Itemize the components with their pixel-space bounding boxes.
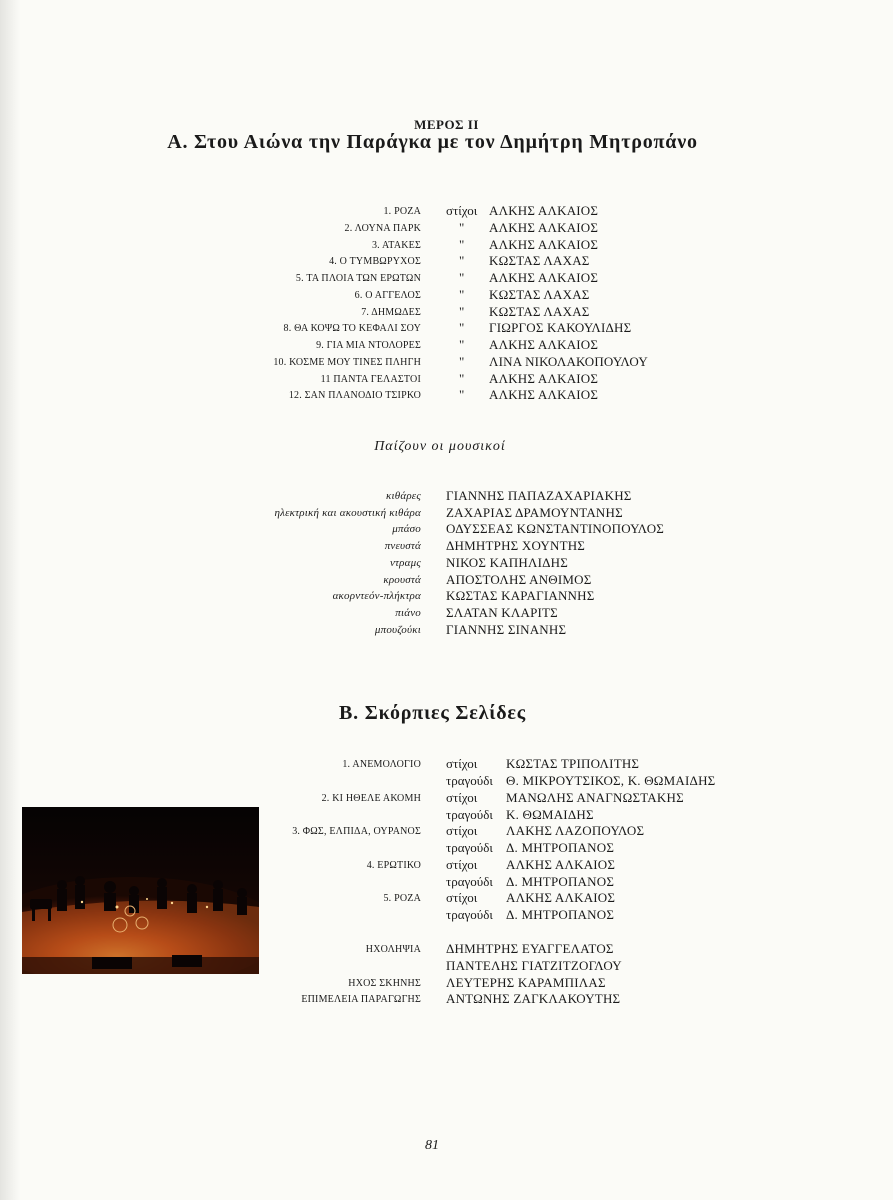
section-a-title: Α. Στου Αιώνα την Παράγκα με τον Δημήτρη Μητροπάνο bbox=[167, 131, 698, 153]
ditto-mark: " bbox=[459, 287, 465, 302]
instrument-label: μπουζούκι bbox=[374, 624, 421, 636]
credit-row bbox=[0, 975, 893, 992]
vocal-label: τραγούδι bbox=[446, 773, 493, 788]
song-row bbox=[0, 287, 893, 304]
song-title: 4. Ο ΤΥΜΒΩΡΥΧΟΣ bbox=[329, 256, 421, 267]
song-title: 1. ΑΝΕΜΟΛΟΓΙΟ bbox=[342, 759, 421, 770]
musician-row bbox=[0, 588, 893, 605]
singer: Δ. ΜΗΤΡΟΠΑΝΟΣ bbox=[506, 907, 615, 922]
ditto-mark: " bbox=[459, 371, 465, 386]
song-title: 10. ΚΟΣΜΕ ΜΟΥ ΤΙΝΕΣ ΠΛΗΓΗ bbox=[273, 357, 421, 368]
ditto-mark: " bbox=[459, 220, 465, 235]
credit-role: ΗΧΟΛΗΨΙΑ bbox=[365, 944, 421, 955]
lyricist: ΑΛΚΗΣ ΑΛΚΑΙΟΣ bbox=[489, 337, 599, 352]
credit-role: ΗΧΟΣ ΣΚΗΝΗΣ bbox=[348, 978, 421, 989]
song-title: 11 ΠΑΝΤΑ ΓΕΛΑΣΤΟΙ bbox=[320, 374, 421, 385]
song-row bbox=[0, 371, 893, 388]
instrument-label: πιάνο bbox=[395, 607, 421, 619]
vocal-label: τραγούδι bbox=[446, 840, 493, 855]
song-title: 5. ΡΟΖΑ bbox=[383, 893, 421, 904]
lyricist: ΚΩΣΤΑΣ ΛΑΧΑΣ bbox=[489, 287, 590, 302]
lyricist: ΑΛΚΗΣ ΑΛΚΑΙΟΣ bbox=[489, 387, 599, 402]
lyricist: ΑΛΚΗΣ ΑΛΚΑΙΟΣ bbox=[489, 203, 599, 218]
musician-name: ΟΔΥΣΣΕΑΣ ΚΩΝΣΤΑΝΤΙΝΟΠΟΥΛΟΣ bbox=[446, 521, 665, 536]
singer: Δ. ΜΗΤΡΟΠΑΝΟΣ bbox=[506, 874, 615, 889]
song-row bbox=[0, 337, 893, 354]
musician-row bbox=[0, 555, 893, 572]
credit-name: ΔΗΜΗΤΡΗΣ ΕΥΑΓΓΕΛΑΤΟΣ bbox=[446, 941, 614, 956]
musician-row bbox=[0, 538, 893, 555]
instrument-label: ντραμς bbox=[389, 557, 421, 569]
credit-name: ΠΑΝΤΕΛΗΣ ΓΙΑΤΖΙΤΖΟΓΛΟΥ bbox=[446, 958, 622, 973]
song-title: 2. ΚΙ ΗΘΕΛΕ ΑΚΟΜΗ bbox=[321, 793, 421, 804]
lyricist: ΛΑΚΗΣ ΛΑΖΟΠΟΥΛΟΣ bbox=[506, 823, 645, 838]
lyrics-label: στίχοι bbox=[446, 790, 478, 805]
musician-row bbox=[0, 521, 893, 538]
song-title: 8. ΘΑ ΚΟΨΩ ΤΟ ΚΕΦΑΛΙ ΣΟΥ bbox=[283, 323, 421, 334]
concert-stage-illustration bbox=[22, 807, 259, 974]
ditto-mark: " bbox=[459, 304, 465, 319]
musicians-heading: Παίζουν οι μουσικοί bbox=[374, 439, 506, 454]
musician-row bbox=[0, 605, 893, 622]
musician-row bbox=[0, 622, 893, 639]
musician-name: ΝΙΚΟΣ ΚΑΠΗΛΙΔΗΣ bbox=[446, 555, 569, 570]
ditto-mark: " bbox=[459, 253, 465, 268]
lyricist: ΑΛΚΗΣ ΑΛΚΑΙΟΣ bbox=[506, 890, 616, 905]
credit-row bbox=[0, 991, 893, 1008]
lyricist: ΓΙΩΡΓΟΣ ΚΑΚΟΥΛΙΔΗΣ bbox=[489, 320, 632, 335]
ditto-mark: " bbox=[459, 237, 465, 252]
lyricist: ΛΙΝΑ ΝΙΚΟΛΑΚΟΠΟΥΛΟΥ bbox=[489, 354, 648, 369]
lyricist: ΑΛΚΗΣ ΑΛΚΑΙΟΣ bbox=[489, 371, 599, 386]
ditto-mark: " bbox=[459, 387, 465, 402]
song-row bbox=[0, 387, 893, 404]
concert-photo bbox=[22, 807, 259, 974]
lyrics-label: στίχοι bbox=[446, 823, 478, 838]
section-b-title: Β. Σκόρπιες Σελίδες bbox=[339, 702, 526, 724]
lyricist: ΚΩΣΤΑΣ ΛΑΧΑΣ bbox=[489, 304, 590, 319]
song-row bbox=[0, 220, 893, 237]
song-title: 3. ΦΩΣ, ΕΛΠΙΔΑ, ΟΥΡΑΝΟΣ bbox=[292, 826, 421, 837]
lyrics-label: στίχοι bbox=[446, 203, 478, 218]
credit-role: ΕΠΙΜΕΛΕΙΑ ΠΑΡΑΓΩΓΗΣ bbox=[301, 994, 421, 1005]
musician-name: ΓΙΑΝΝΗΣ ΣΙΝΑΝΗΣ bbox=[446, 622, 567, 637]
singer: Δ. ΜΗΤΡΟΠΑΝΟΣ bbox=[506, 840, 615, 855]
song-row bbox=[0, 270, 893, 287]
credit-name: ΑΝΤΩΝΗΣ ΖΑΓΚΛΑΚΟΥΤΗΣ bbox=[446, 991, 621, 1006]
instrument-label: κρουστά bbox=[383, 574, 421, 586]
singer: Κ. ΘΩΜΑΙΔΗΣ bbox=[506, 807, 594, 822]
song-row bbox=[0, 756, 893, 773]
instrument-label: πνευστά bbox=[384, 540, 421, 552]
song-row bbox=[0, 304, 893, 321]
instrument-label: ακορντεόν-πλήκτρα bbox=[332, 590, 421, 602]
instrument-label: κιθάρες bbox=[386, 490, 421, 502]
ditto-mark: " bbox=[459, 354, 465, 369]
lyricist: ΑΛΚΗΣ ΑΛΚΑΙΟΣ bbox=[489, 270, 599, 285]
musician-name: ΖΑΧΑΡΙΑΣ ΔΡΑΜΟΥΝΤΑΝΗΣ bbox=[446, 505, 623, 520]
lyricist: ΑΛΚΗΣ ΑΛΚΑΙΟΣ bbox=[489, 220, 599, 235]
vocal-label: τραγούδι bbox=[446, 807, 493, 822]
song-row bbox=[0, 237, 893, 254]
ditto-mark: " bbox=[459, 337, 465, 352]
musician-row bbox=[0, 572, 893, 589]
lyricist: ΜΑΝΩΛΗΣ ΑΝΑΓΝΩΣΤΑΚΗΣ bbox=[506, 790, 684, 805]
lyricist: ΑΛΚΗΣ ΑΛΚΑΙΟΣ bbox=[489, 237, 599, 252]
song-row bbox=[0, 320, 893, 337]
ditto-mark: " bbox=[459, 320, 465, 335]
lyricist: ΑΛΚΗΣ ΑΛΚΑΙΟΣ bbox=[506, 857, 616, 872]
lyricist: ΚΩΣΤΑΣ ΛΑΧΑΣ bbox=[489, 253, 590, 268]
instrument-label: ηλεκτρική και ακουστική κιθάρα bbox=[274, 507, 421, 519]
credit-name: ΛΕΥΤΕΡΗΣ ΚΑΡΑΜΠΙΛΑΣ bbox=[446, 975, 606, 990]
lyrics-label: στίχοι bbox=[446, 890, 478, 905]
song-title: 12. ΣΑΝ ΠΛΑΝΟΔΙΟ ΤΣΙΡΚΟ bbox=[288, 390, 421, 401]
song-title: 6. Ο ΑΓΓΕΛΟΣ bbox=[354, 290, 421, 301]
song-row bbox=[0, 253, 893, 270]
vocal-label: τραγούδι bbox=[446, 907, 493, 922]
lyricist: ΚΩΣΤΑΣ ΤΡΙΠΟΛΙΤΗΣ bbox=[506, 756, 640, 771]
lyrics-label: στίχοι bbox=[446, 857, 478, 872]
song-title: 5. ΤΑ ΠΛΟΙΑ ΤΩΝ ΕΡΩΤΩΝ bbox=[295, 273, 421, 284]
ditto-mark: " bbox=[459, 270, 465, 285]
musician-name: ΚΩΣΤΑΣ ΚΑΡΑΓΙΑΝΝΗΣ bbox=[446, 588, 595, 603]
musician-name: ΔΗΜΗΤΡΗΣ ΧΟΥΝΤΗΣ bbox=[446, 538, 586, 553]
song-title: 4. ΕΡΩΤΙΚΟ bbox=[366, 860, 421, 871]
song-row bbox=[0, 203, 893, 220]
musician-name: ΑΠΟΣΤΟΛΗΣ ΑΝΘΙΜΟΣ bbox=[446, 572, 592, 587]
song-row bbox=[0, 354, 893, 371]
song-row bbox=[0, 773, 893, 790]
musician-row bbox=[0, 505, 893, 522]
song-title: 2. ΛΟΥΝΑ ΠΑΡΚ bbox=[344, 223, 421, 234]
song-title: 1. ΡΟΖΑ bbox=[383, 206, 421, 217]
song-title: 3. ΑΤΑΚΕΣ bbox=[371, 240, 421, 251]
page-number: 81 bbox=[425, 1138, 439, 1153]
singer: Θ. ΜΙΚΡΟΥΤΣΙΚΟΣ, Κ. ΘΩΜΑΙΔΗΣ bbox=[506, 773, 716, 788]
song-title: 7. ΔΗΜΩΔΕΣ bbox=[361, 307, 421, 318]
musician-row bbox=[0, 488, 893, 505]
song-row bbox=[0, 790, 893, 807]
musician-name: ΓΙΑΝΝΗΣ ΠΑΠΑΖΑΧΑΡΙΑΚΗΣ bbox=[446, 488, 632, 503]
lyrics-label: στίχοι bbox=[446, 756, 478, 771]
musician-name: ΣΛΑΤΑΝ ΚΛΑΡΙΤΣ bbox=[446, 605, 558, 620]
instrument-label: μπάσο bbox=[392, 523, 421, 535]
song-title: 9. ΓΙΑ ΜΙΑ ΝΤΟΛΟΡΕΣ bbox=[316, 340, 421, 351]
part-label: ΜΕΡΟΣ ΙΙ bbox=[414, 117, 479, 132]
vocal-label: τραγούδι bbox=[446, 874, 493, 889]
